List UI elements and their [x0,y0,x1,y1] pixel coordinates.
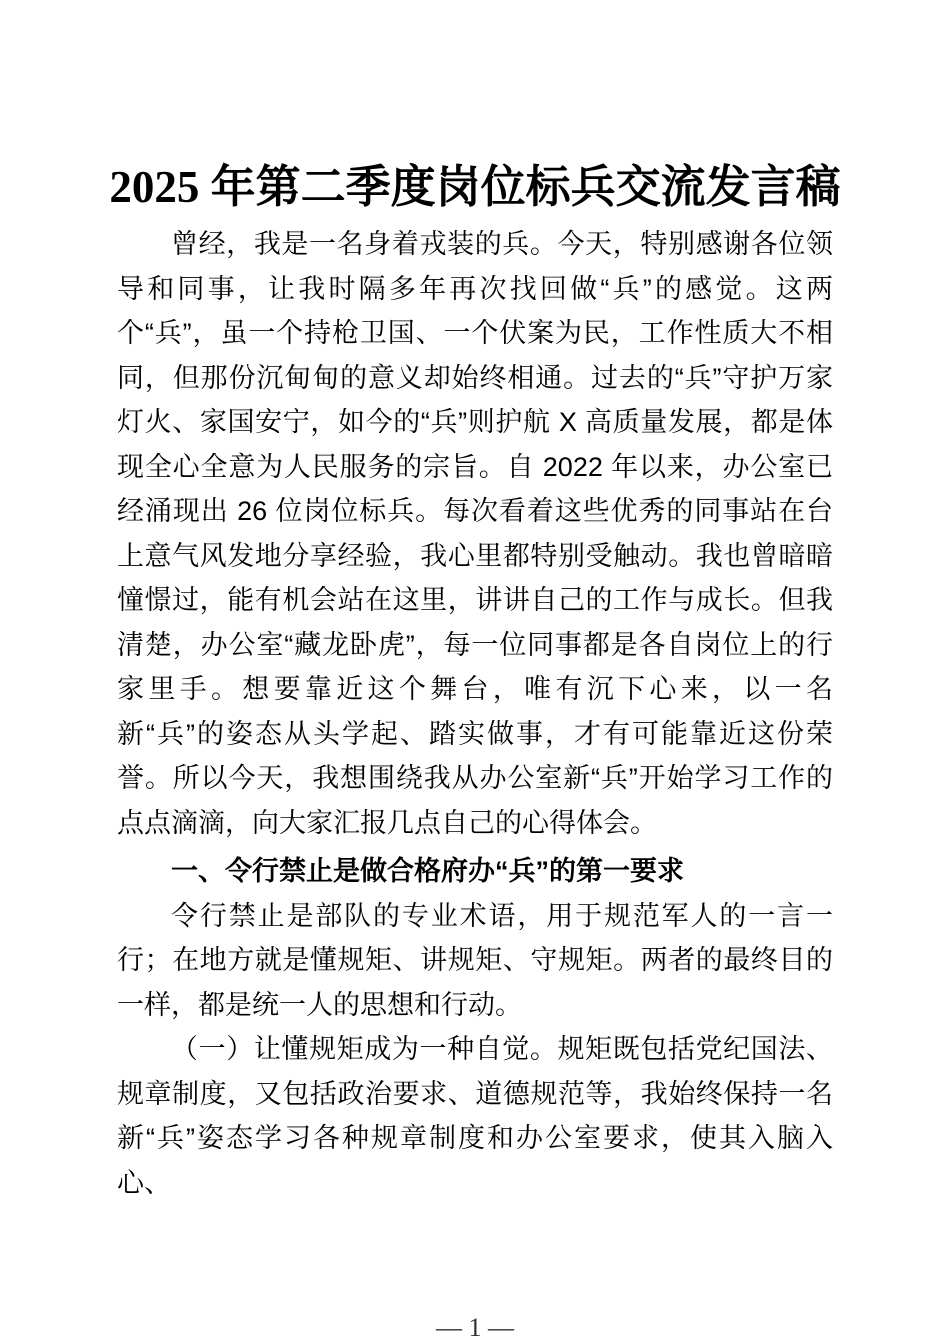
document-body [117,222,833,1205]
paragraph-section-1-lead: 令行禁止是部队的专业术语，用于规范军人的一言一行；在地方就是懂规矩、讲规矩、守规矩。两者的最终目的一样，都是统一人的思想和行动。 [117,900,833,1020]
section-1-heading: 一、令行禁止是做合格府办“兵”的第一要求 [171,856,684,886]
page-number: — 1 — [436,1313,514,1342]
paragraph-section-1-point-1: （一）让懂规矩成为一种自觉。规矩既包括党纪国法、规章制度，又包括政治要求、道德规范等，我始终保持一名新“兵”姿态学习各种规章制度和办公室要求，使其入脑入心、 [117,1034,833,1198]
document-title: 2025 年第二季度岗位标兵交流发言稿 [109,162,841,212]
paragraph-intro: 曾经，我是一名身着戎装的兵。今天，特别感谢各位领导和同事，让我时隔多年再次找回做“兵”的感觉。这两个“兵”，虽一个持枪卫国、一个伏案为民，工作性质大不相同，但那份沉甸甸的意义却始终相通。过去的“兵”守护万家灯火、家国安宁，如今的“兵”则护航 X 高质量发展，都是体现全心全意为人民服务的宗旨。自 2022 年以来，办公室已经涌现出 26 位岗位标兵。每次看着这些优秀的同事站在台上意气风发地分享经验，我心里都特别受触动。我也曾暗暗憧憬过，能有机会站在这里，讲讲自己的工作与成长。但我清楚，办公室“藏龙卧虎”，每一位同事都是各自岗位上的行家里手。想要靠近这个舞台，唯有沉下心来，以一名新“兵”的姿态从头学起、踏实做事，才有可能靠近这份荣誉。所以今天，我想围绕我从办公室新“兵”开始学习工作的点点滴滴，向大家汇报几点自己的心得体会。 [117,229,833,838]
